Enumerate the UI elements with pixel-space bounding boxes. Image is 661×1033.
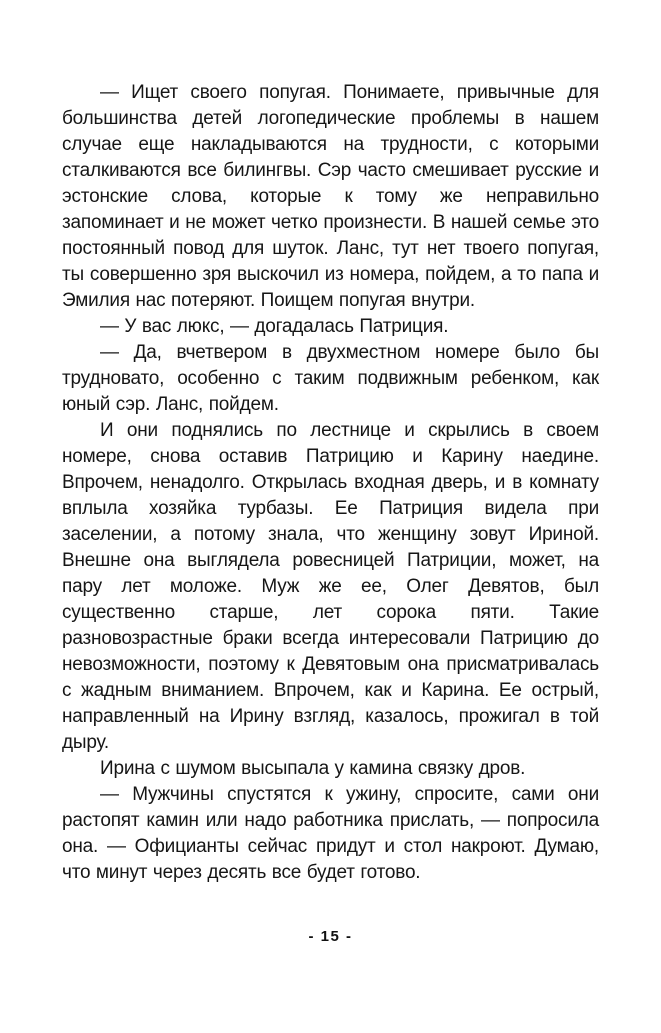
page-number: - 15 - xyxy=(308,928,353,945)
paragraph: — Да, вчетвером в двухместном номере было бы трудновато, особенно с таким подвижным ребенком, как юный сэр. Ланс, пойдем. xyxy=(62,342,599,415)
paragraph: Ирина с шумом высыпала у камина связку дров. xyxy=(100,758,526,779)
paragraph: И они поднялись по лестнице и скрылись в своем номере, снова оставив Патрицию и Карину наедине. Впрочем, ненадолго. Открылась входная дверь, и в комнату вплыла хозяйка турбазы. Ее Патриция видела при заселении, а потому знала, что женщину зовут Ириной. Внешне она выглядела ровесницей Патриции, может, на пару лет моложе. Муж же ее, Олег Девятов, был существенно старше, лет сорока пяти. Такие разновозрастные браки всегда интересовали Патрицию до невозможности, поэтому к Девятовым она присматривалась с жадным вниманием. Впрочем, как и Карина. Ее острый, направленный на Ирину взгляд, казалось, прожигал в той дыру. xyxy=(62,420,599,753)
page-text xyxy=(62,80,599,886)
paragraph: — Ищет своего попугая. Понимаете, привычные для большинства детей логопедические проблемы в нашем случае еще накладываются на трудности, с которыми сталкиваются все билингвы. Сэр часто смешивает русские и эстонские слова, которые к тому же неправильно запоминает и не может четко произнести. В нашей семье это постоянный повод для шуток. Ланс, тут нет твоего попугая, ты совершенно зря выскочил из номера, пойдем, а то папа и Эмилия нас потеряют. Поищем попугая внутри. xyxy=(62,82,599,311)
paragraph: — Мужчины спустятся к ужину, спросите, сами они растопят камин или надо работника прислать, — попросила она. — Официанты сейчас придут и стол накроют. Думаю, что минут через десять все будет готово. xyxy=(62,784,599,883)
paragraph: — У вас люкс, — догадалась Патриция. xyxy=(100,316,449,337)
page-footer xyxy=(0,928,661,946)
